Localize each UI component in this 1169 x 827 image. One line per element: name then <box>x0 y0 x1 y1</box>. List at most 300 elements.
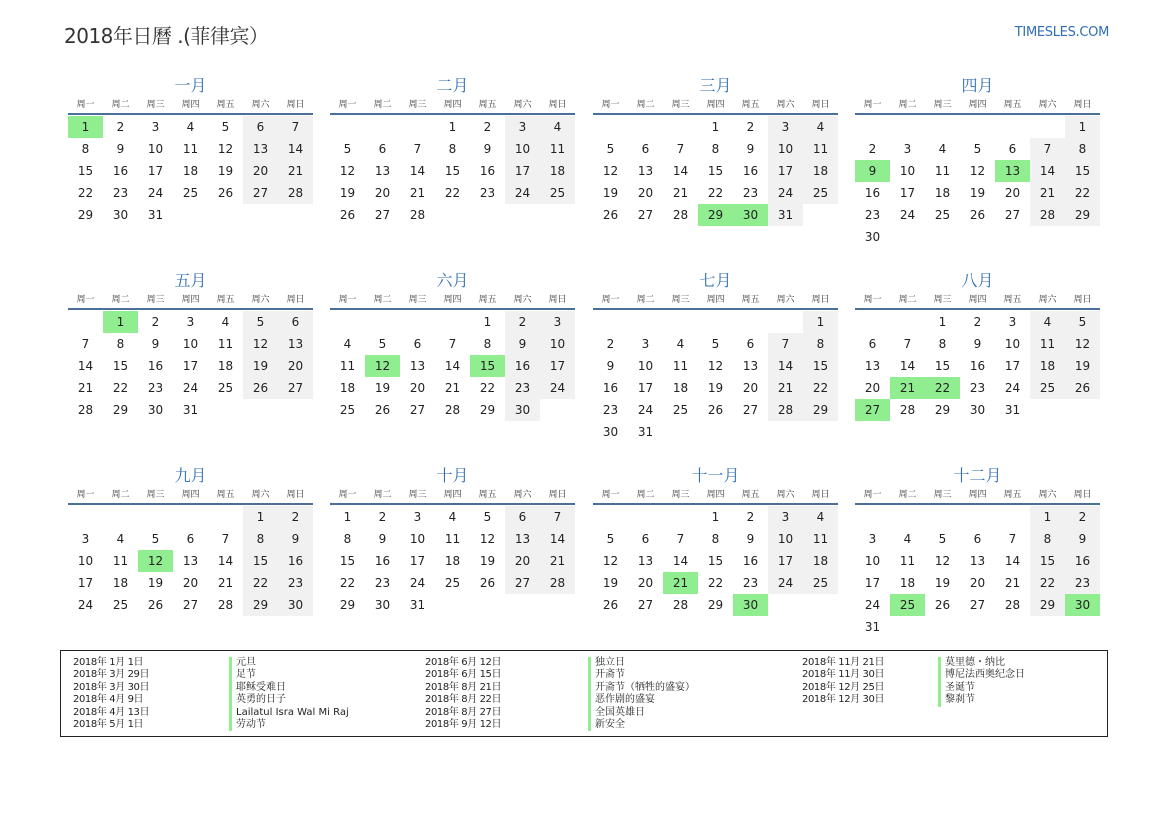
month-calendar <box>330 465 575 616</box>
holiday-date: 2018年 4月 9日 <box>73 694 144 706</box>
day-cell: 14 <box>672 164 689 178</box>
weekday-label: 周一 <box>863 295 882 305</box>
weekday-label: 周五 <box>478 490 497 500</box>
weekday-label: 周三 <box>146 100 165 110</box>
day-cell: 10 <box>899 164 916 178</box>
day-cell: 12 <box>1065 333 1100 355</box>
day-cell: 14 <box>540 528 575 550</box>
day-cell: 3 <box>903 142 912 156</box>
day-cell: 9 <box>973 337 982 351</box>
day-cell: 18 <box>339 381 356 395</box>
day-cell: 24 <box>637 403 654 417</box>
day-cell: 20 <box>374 186 391 200</box>
weekday-label: 周一 <box>338 295 357 305</box>
day-grid <box>68 116 313 226</box>
weekday-label: 周二 <box>898 295 917 305</box>
day-cell: 15 <box>243 550 278 572</box>
holiday-date: 2018年 6月 15日 <box>425 669 502 681</box>
day-cell: 7 <box>81 337 90 351</box>
weekday-label: 周三 <box>408 490 427 500</box>
day-cell: 1 <box>448 120 457 134</box>
day-cell: 17 <box>768 550 803 572</box>
day-cell: 8 <box>116 337 125 351</box>
day-cell: 22 <box>1065 182 1100 204</box>
weekday-label: 周一 <box>863 490 882 500</box>
day-cell: 18 <box>803 160 838 182</box>
weekday-label: 周六 <box>1038 490 1057 500</box>
day-cell: 23 <box>112 186 129 200</box>
day-cell: 28 <box>217 598 234 612</box>
weekday-label: 周三 <box>933 490 952 500</box>
day-cell: 4 <box>221 315 230 329</box>
day-cell: 2 <box>505 311 540 333</box>
holiday-name: Lailatul Isra Wal Mi Raj <box>236 706 349 718</box>
day-cell: 9 <box>606 359 615 373</box>
holiday-date: 2018年 8月 27日 <box>425 706 502 718</box>
empty-cell <box>960 506 995 528</box>
day-cell: 25 <box>1030 377 1065 399</box>
day-cell: 16 <box>864 186 881 200</box>
weekday-label: 周五 <box>741 490 760 500</box>
day-cell: 8 <box>448 142 457 156</box>
day-cell: 28 <box>278 182 313 204</box>
day-cell: 18 <box>934 186 951 200</box>
day-cell: 5 <box>973 142 982 156</box>
weekday-label: 周一 <box>601 490 620 500</box>
day-cell: 16 <box>1065 550 1100 572</box>
weekday-label: 周一 <box>76 295 95 305</box>
day-cell: 30 <box>278 594 313 616</box>
day-cell: 9 <box>746 142 755 156</box>
day-cell: 23 <box>374 576 391 590</box>
day-cell: 8 <box>803 333 838 355</box>
holiday-day-cell: 30 <box>733 204 768 226</box>
empty-cell <box>890 311 925 333</box>
holiday-date: 2018年 4月 13日 <box>73 706 150 718</box>
month-name: 一月 <box>174 76 207 95</box>
day-cell: 8 <box>243 528 278 550</box>
day-cell: 26 <box>969 208 986 222</box>
day-cell: 28 <box>672 208 689 222</box>
day-cell: 11 <box>444 532 461 546</box>
day-cell: 5 <box>938 532 947 546</box>
day-cell: 17 <box>147 164 164 178</box>
weekday-label: 周六 <box>776 295 795 305</box>
day-cell: 29 <box>243 594 278 616</box>
day-cell: 8 <box>1065 138 1100 160</box>
day-cell: 9 <box>746 532 755 546</box>
day-cell: 31 <box>637 425 654 439</box>
weekday-label: 周三 <box>146 490 165 500</box>
weekday-label: 周二 <box>636 490 655 500</box>
holiday-name: 莫里德・纳比 <box>945 657 1005 668</box>
empty-cell <box>628 311 663 333</box>
day-cell: 30 <box>147 403 164 417</box>
weekday-label: 周五 <box>478 100 497 110</box>
holiday-name: 全国英雄日 <box>595 706 645 718</box>
day-cell: 27 <box>409 403 426 417</box>
day-cell: 28 <box>899 403 916 417</box>
holiday-day-cell: 21 <box>890 377 925 399</box>
day-cell: 14 <box>672 554 689 568</box>
weekday-label: 周一 <box>76 100 95 110</box>
day-cell: 5 <box>378 337 387 351</box>
holiday-date: 2018年 3月 30日 <box>73 681 150 693</box>
day-cell: 29 <box>803 399 838 421</box>
day-cell: 2 <box>116 120 125 134</box>
day-cell: 24 <box>77 598 94 612</box>
weekday-label: 周二 <box>373 100 392 110</box>
day-grid <box>855 311 1100 421</box>
empty-cell <box>435 311 470 333</box>
day-cell: 13 <box>864 359 881 373</box>
day-cell: 16 <box>479 164 496 178</box>
day-cell: 15 <box>444 164 461 178</box>
empty-cell <box>628 506 663 528</box>
holiday-day-cell: 1 <box>103 311 138 333</box>
month-calendar <box>593 270 838 443</box>
day-cell: 17 <box>77 576 94 590</box>
day-cell: 9 <box>278 528 313 550</box>
holiday-name: 黎刹节 <box>945 694 975 706</box>
weekday-label: 周日 <box>548 490 567 500</box>
day-cell: 23 <box>147 381 164 395</box>
day-cell: 18 <box>899 576 916 590</box>
page-title: 2018年日曆 .(菲律宾） <box>64 24 269 48</box>
day-cell: 24 <box>505 182 540 204</box>
day-cell: 16 <box>112 164 129 178</box>
day-cell: 28 <box>540 572 575 594</box>
month-calendar <box>68 270 313 421</box>
weekday-label: 周四 <box>443 100 462 110</box>
weekday-header <box>68 97 313 115</box>
day-cell: 26 <box>339 208 356 222</box>
day-cell: 14 <box>217 554 234 568</box>
empty-cell <box>593 116 628 138</box>
day-cell: 16 <box>742 164 759 178</box>
day-cell: 14 <box>77 359 94 373</box>
day-cell: 8 <box>81 142 90 156</box>
day-cell: 26 <box>243 377 278 399</box>
day-cell: 1 <box>483 315 492 329</box>
day-cell: 17 <box>182 359 199 373</box>
empty-cell <box>593 506 628 528</box>
day-cell: 16 <box>602 381 619 395</box>
day-cell: 18 <box>1030 355 1065 377</box>
day-cell: 19 <box>602 576 619 590</box>
holiday-day-cell: 1 <box>68 116 103 138</box>
day-cell: 23 <box>479 186 496 200</box>
day-cell: 16 <box>505 355 540 377</box>
day-cell: 19 <box>934 576 951 590</box>
weekday-header <box>330 292 575 310</box>
weekday-label: 周三 <box>671 295 690 305</box>
day-cell: 2 <box>868 142 877 156</box>
day-cell: 1 <box>1065 116 1100 138</box>
weekday-label: 周五 <box>1003 295 1022 305</box>
day-cell: 24 <box>1004 381 1021 395</box>
weekday-label: 周二 <box>898 100 917 110</box>
month-calendar <box>593 465 838 616</box>
weekday-label: 周六 <box>513 100 532 110</box>
day-cell: 30 <box>374 598 391 612</box>
empty-cell <box>925 116 960 138</box>
day-cell: 21 <box>540 550 575 572</box>
weekday-header <box>855 292 1100 310</box>
day-cell: 7 <box>540 506 575 528</box>
empty-cell <box>855 116 890 138</box>
weekday-label: 周二 <box>636 100 655 110</box>
day-cell: 3 <box>81 532 90 546</box>
empty-cell <box>663 311 698 333</box>
day-cell: 22 <box>243 572 278 594</box>
day-cell: 22 <box>1030 572 1065 594</box>
day-grid <box>855 506 1100 638</box>
day-cell: 21 <box>768 377 803 399</box>
holiday-date: 2018年 9月 12日 <box>425 719 502 731</box>
weekday-label: 周三 <box>671 490 690 500</box>
day-cell: 10 <box>1004 337 1021 351</box>
holiday-day-cell: 21 <box>663 572 698 594</box>
empty-cell <box>365 116 400 138</box>
day-cell: 6 <box>973 532 982 546</box>
day-cell: 21 <box>217 576 234 590</box>
holiday-names-column <box>938 657 1025 707</box>
month-name: 六月 <box>436 271 469 290</box>
day-cell: 24 <box>540 377 575 399</box>
day-cell: 17 <box>637 381 654 395</box>
day-cell: 21 <box>444 381 461 395</box>
day-cell: 10 <box>768 528 803 550</box>
day-cell: 13 <box>278 333 313 355</box>
day-cell: 9 <box>1065 528 1100 550</box>
day-cell: 29 <box>77 208 94 222</box>
day-cell: 4 <box>803 506 838 528</box>
holiday-day-cell: 30 <box>733 594 768 616</box>
day-cell: 26 <box>707 403 724 417</box>
day-cell: 7 <box>903 337 912 351</box>
day-cell: 27 <box>742 403 759 417</box>
day-cell: 1 <box>711 120 720 134</box>
day-cell: 29 <box>479 403 496 417</box>
weekday-label: 周五 <box>216 295 235 305</box>
day-cell: 20 <box>742 381 759 395</box>
day-cell: 3 <box>186 315 195 329</box>
day-cell: 3 <box>151 120 160 134</box>
day-cell: 12 <box>243 333 278 355</box>
holiday-day-cell: 22 <box>925 377 960 399</box>
day-cell: 25 <box>182 186 199 200</box>
day-cell: 13 <box>637 164 654 178</box>
weekday-label: 周四 <box>181 295 200 305</box>
day-grid <box>68 506 313 616</box>
day-cell: 28 <box>77 403 94 417</box>
day-cell: 3 <box>868 532 877 546</box>
weekday-label: 周六 <box>776 490 795 500</box>
weekday-label: 周二 <box>373 295 392 305</box>
day-grid <box>855 116 1100 248</box>
day-cell: 13 <box>505 528 540 550</box>
day-cell: 11 <box>112 554 129 568</box>
day-cell: 13 <box>742 359 759 373</box>
weekday-label: 周日 <box>286 100 305 110</box>
day-cell: 23 <box>505 377 540 399</box>
weekday-label: 周四 <box>968 295 987 305</box>
site-logo[interactable]: TIMESLES.COM <box>1014 25 1109 40</box>
day-cell: 11 <box>672 359 689 373</box>
day-cell: 11 <box>803 528 838 550</box>
day-cell: 18 <box>182 164 199 178</box>
day-cell: 5 <box>243 311 278 333</box>
day-cell: 26 <box>374 403 391 417</box>
weekday-label: 周五 <box>741 100 760 110</box>
day-cell: 15 <box>803 355 838 377</box>
holiday-date: 2018年 6月 12日 <box>425 657 502 668</box>
day-cell: 1 <box>343 510 352 524</box>
weekday-label: 周日 <box>1073 295 1092 305</box>
day-cell: 11 <box>339 359 356 373</box>
weekday-label: 周四 <box>443 295 462 305</box>
weekday-label: 周六 <box>513 295 532 305</box>
holiday-day-cell: 12 <box>365 355 400 377</box>
day-cell: 9 <box>483 142 492 156</box>
empty-cell <box>208 506 243 528</box>
empty-cell <box>995 116 1030 138</box>
day-cell: 19 <box>147 576 164 590</box>
day-cell: 19 <box>707 381 724 395</box>
day-cell: 21 <box>278 160 313 182</box>
day-cell: 11 <box>934 164 951 178</box>
day-cell: 27 <box>243 182 278 204</box>
day-cell: 6 <box>278 311 313 333</box>
day-cell: 17 <box>540 355 575 377</box>
day-cell: 23 <box>969 381 986 395</box>
day-cell: 24 <box>864 598 881 612</box>
weekday-label: 周二 <box>898 490 917 500</box>
month-calendar <box>330 270 575 421</box>
day-cell: 14 <box>278 138 313 160</box>
day-cell: 13 <box>409 359 426 373</box>
month-calendar <box>855 270 1100 421</box>
empty-cell <box>768 311 803 333</box>
day-cell: 31 <box>147 208 164 222</box>
day-cell: 14 <box>409 164 426 178</box>
day-cell: 16 <box>742 554 759 568</box>
weekday-label: 周日 <box>811 295 830 305</box>
day-cell: 21 <box>409 186 426 200</box>
weekday-label: 周三 <box>146 295 165 305</box>
day-cell: 29 <box>934 403 951 417</box>
day-cell: 25 <box>934 208 951 222</box>
weekday-label: 周一 <box>863 100 882 110</box>
day-cell: 6 <box>378 142 387 156</box>
month-calendar <box>855 75 1100 248</box>
day-cell: 3 <box>1008 315 1017 329</box>
day-cell: 21 <box>1030 182 1065 204</box>
empty-cell <box>173 506 208 528</box>
day-cell: 17 <box>409 554 426 568</box>
day-cell: 2 <box>278 506 313 528</box>
holiday-date: 2018年 12月 25日 <box>802 681 885 693</box>
weekday-label: 周五 <box>1003 100 1022 110</box>
day-cell: 18 <box>217 359 234 373</box>
empty-cell <box>400 116 435 138</box>
day-cell: 17 <box>768 160 803 182</box>
day-cell: 17 <box>1004 359 1021 373</box>
day-cell: 5 <box>151 532 160 546</box>
day-cell: 6 <box>868 337 877 351</box>
month-name: 八月 <box>961 271 994 290</box>
weekday-label: 周日 <box>811 490 830 500</box>
weekday-label: 周六 <box>251 295 270 305</box>
weekday-label: 周一 <box>76 490 95 500</box>
day-cell: 22 <box>707 186 724 200</box>
day-cell: 3 <box>505 116 540 138</box>
day-cell: 29 <box>707 598 724 612</box>
day-cell: 12 <box>707 359 724 373</box>
day-cell: 1 <box>803 311 838 333</box>
day-cell: 13 <box>969 554 986 568</box>
day-cell: 19 <box>1065 355 1100 377</box>
day-cell: 12 <box>217 142 234 156</box>
empty-cell <box>400 311 435 333</box>
day-cell: 26 <box>217 186 234 200</box>
day-cell: 8 <box>1030 528 1065 550</box>
day-cell: 15 <box>339 554 356 568</box>
holiday-names-column <box>588 657 695 731</box>
holiday-date: 2018年 8月 21日 <box>425 681 502 693</box>
day-cell: 27 <box>1004 208 1021 222</box>
day-cell: 28 <box>1004 598 1021 612</box>
day-cell: 20 <box>637 186 654 200</box>
weekday-label: 周一 <box>601 100 620 110</box>
day-cell: 21 <box>672 186 689 200</box>
day-cell: 27 <box>374 208 391 222</box>
day-cell: 1 <box>1030 506 1065 528</box>
day-cell: 20 <box>1004 186 1021 200</box>
day-cell: 4 <box>343 337 352 351</box>
month-calendar <box>855 465 1100 638</box>
weekday-label: 周二 <box>373 490 392 500</box>
month-calendar <box>68 465 313 616</box>
empty-cell <box>628 116 663 138</box>
day-grid <box>68 311 313 421</box>
empty-cell <box>1030 116 1065 138</box>
holiday-list <box>60 650 1108 737</box>
day-grid <box>593 116 838 226</box>
day-cell: 1 <box>711 510 720 524</box>
day-cell: 8 <box>343 532 352 546</box>
holiday-dates-column <box>73 657 149 731</box>
day-cell: 27 <box>637 208 654 222</box>
day-cell: 7 <box>413 142 422 156</box>
day-cell: 24 <box>182 381 199 395</box>
weekday-label: 周六 <box>776 100 795 110</box>
day-cell: 6 <box>186 532 195 546</box>
day-cell: 28 <box>768 399 803 421</box>
day-cell: 21 <box>77 381 94 395</box>
day-cell: 30 <box>864 230 881 244</box>
day-cell: 7 <box>1030 138 1065 160</box>
day-cell: 28 <box>409 208 426 222</box>
day-cell: 30 <box>602 425 619 439</box>
holiday-name: 新安全 <box>595 719 625 731</box>
month-name: 十一月 <box>691 466 740 485</box>
weekday-label: 周四 <box>968 100 987 110</box>
weekday-label: 周三 <box>933 295 952 305</box>
day-cell: 5 <box>343 142 352 156</box>
weekday-label: 周三 <box>408 295 427 305</box>
